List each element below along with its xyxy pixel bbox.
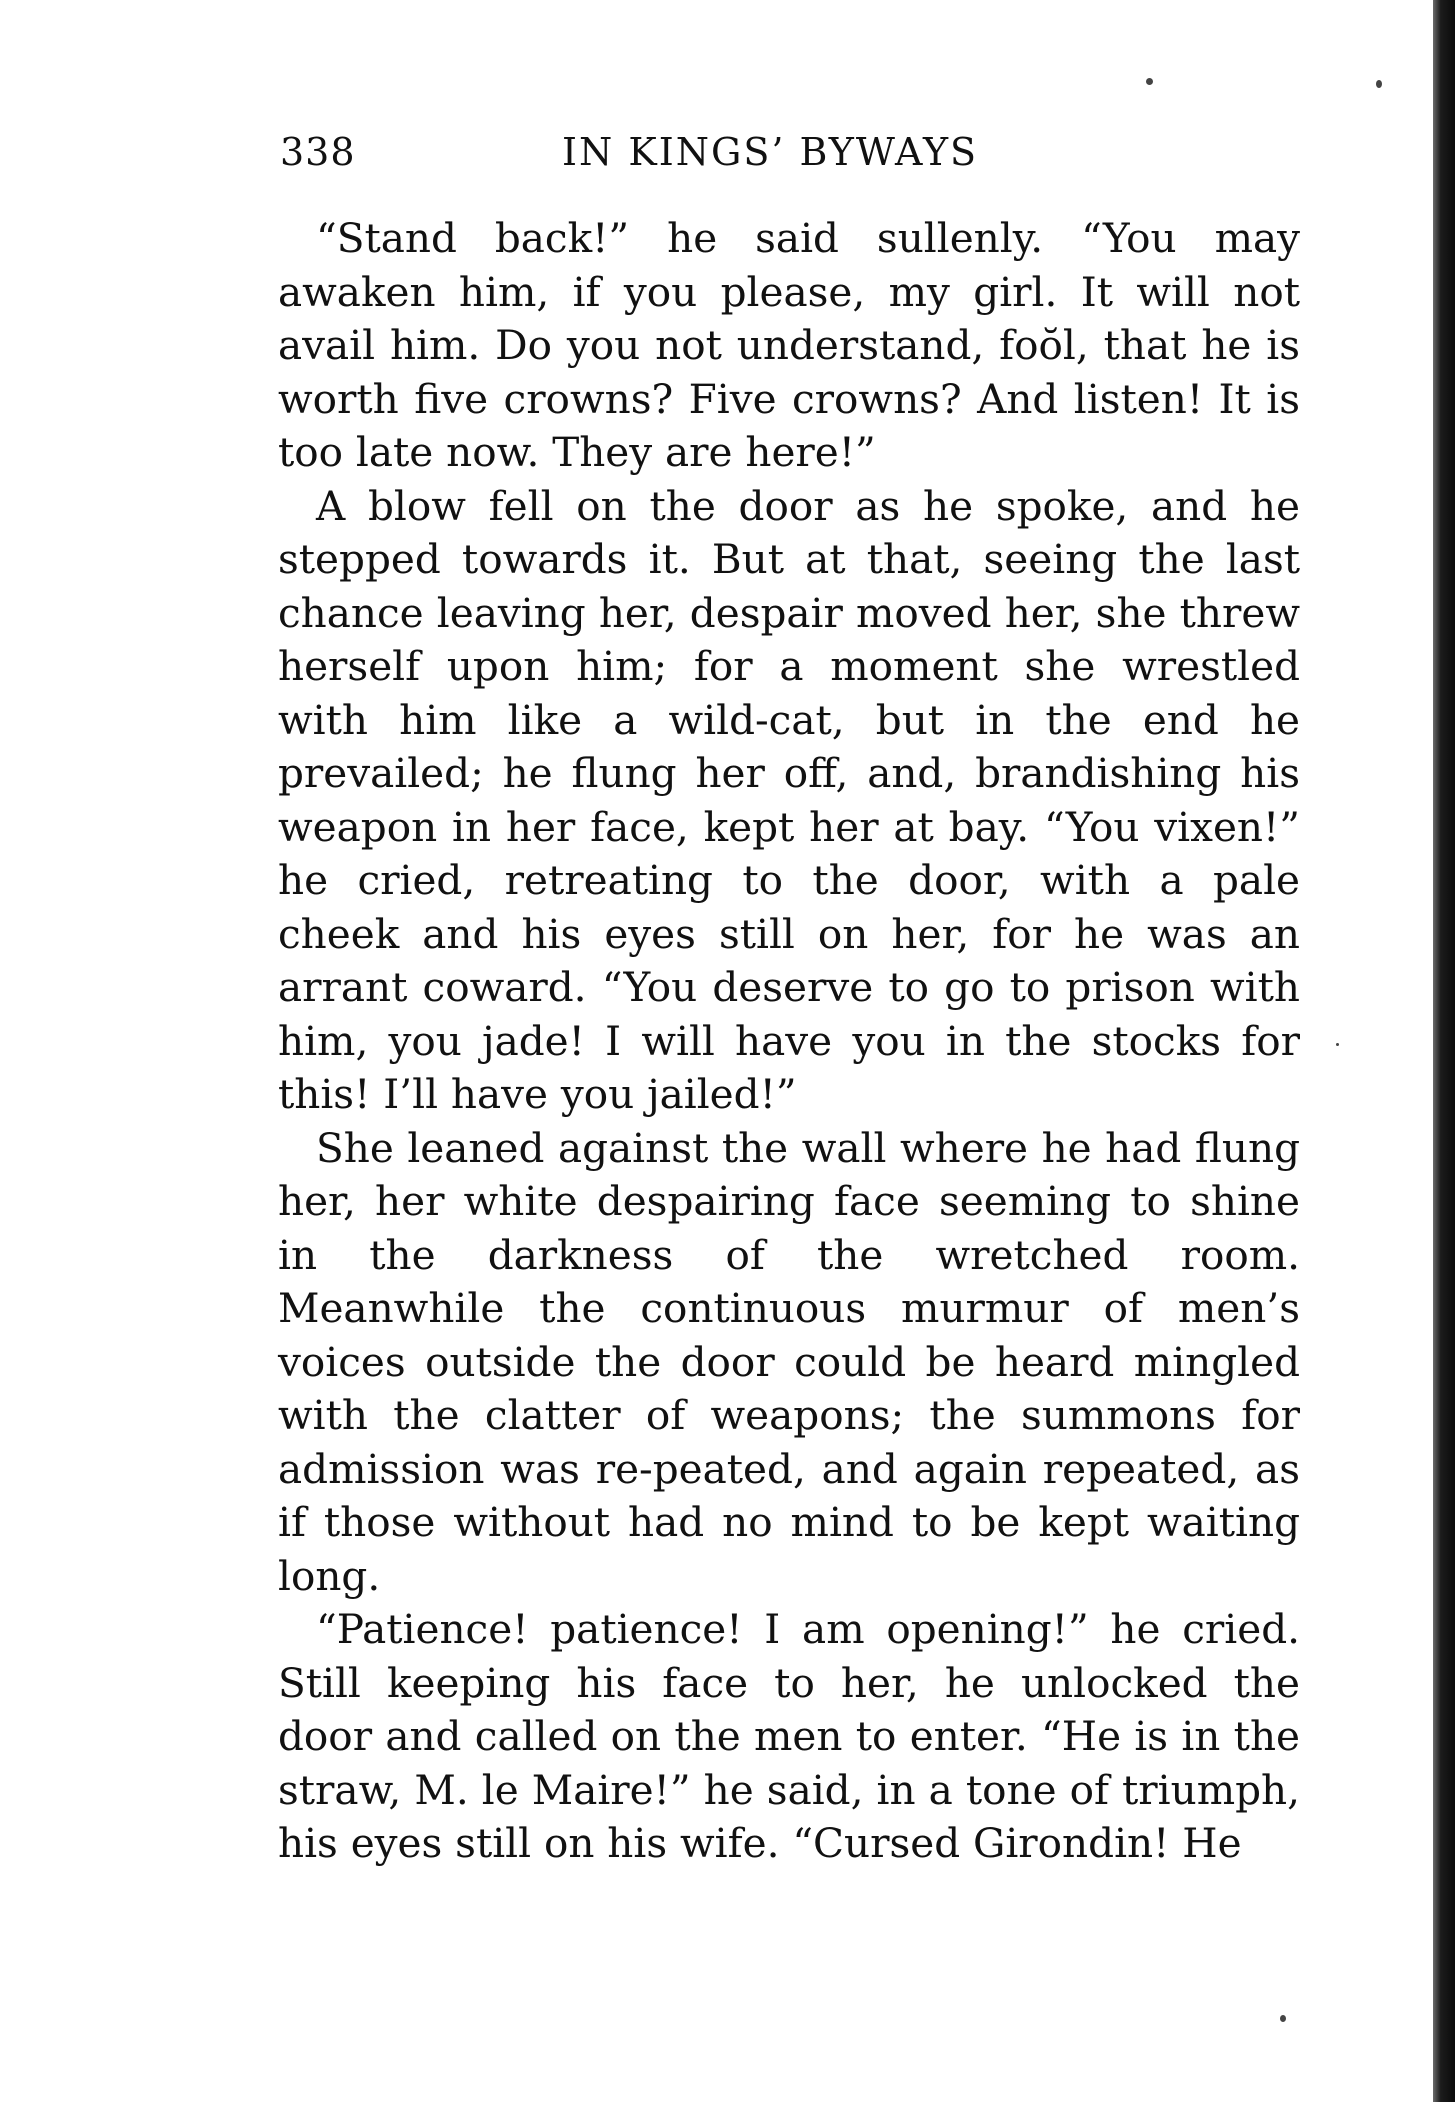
- running-title: IN KINGS’ BYWAYS: [562, 130, 979, 174]
- scan-speck: [1280, 2015, 1286, 2022]
- body-text: [278, 212, 1300, 1871]
- scan-speck: [1146, 78, 1153, 85]
- paragraph: She leaned against the wall where he had flung her, her white despairing face seeming to shine in the darkness of the wretched room. Meanwhile the continuous murmur of men’s voices outside the door could be heard mingled with the clatter of weapons; the summons for admission was re-peated, and again repeated, as if those without had no mind to be kept waiting long.: [278, 1123, 1300, 1600]
- paragraph: “Stand back!” he said sullenly. “You may awaken him, if you please, my girl. It will not avail him. Do you not understand, foŏl, that he is worth five crowns? Five crowns? And listen! It is too late now. They are here!”: [278, 214, 1300, 476]
- scan-speck: [1336, 1043, 1339, 1046]
- page-number: 338: [280, 130, 356, 174]
- scan-speck: [1376, 80, 1382, 88]
- paragraph: “Patience! patience! I am opening!” he cried. Still keeping his face to her, he unlocked the door and called on the men to enter. “He is in the straw, M. le Maire!” he said, in a tone of triumph, his eyes still on his wife. “Cursed Girondin! He: [278, 1605, 1300, 1867]
- book-spine-edge: [1433, 0, 1455, 2102]
- paragraph: A blow fell on the door as he spoke, and he stepped towards it. But at that, seeing the last chance leaving her, despair moved her, she threw herself upon him; for a moment she wrestled with him like a wild-cat, but in the end he prevailed; he flung her off, and, brandishing his weapon in her face, kept her at bay. “You vixen!” he cried, retreating to the door, with a pale cheek and his eyes still on her, for he was an arrant coward. “You deserve to go to prison with him, you jade! I will have you in the stocks for this! I’ll have you jailed!”: [278, 481, 1300, 1118]
- running-head: [280, 130, 1290, 190]
